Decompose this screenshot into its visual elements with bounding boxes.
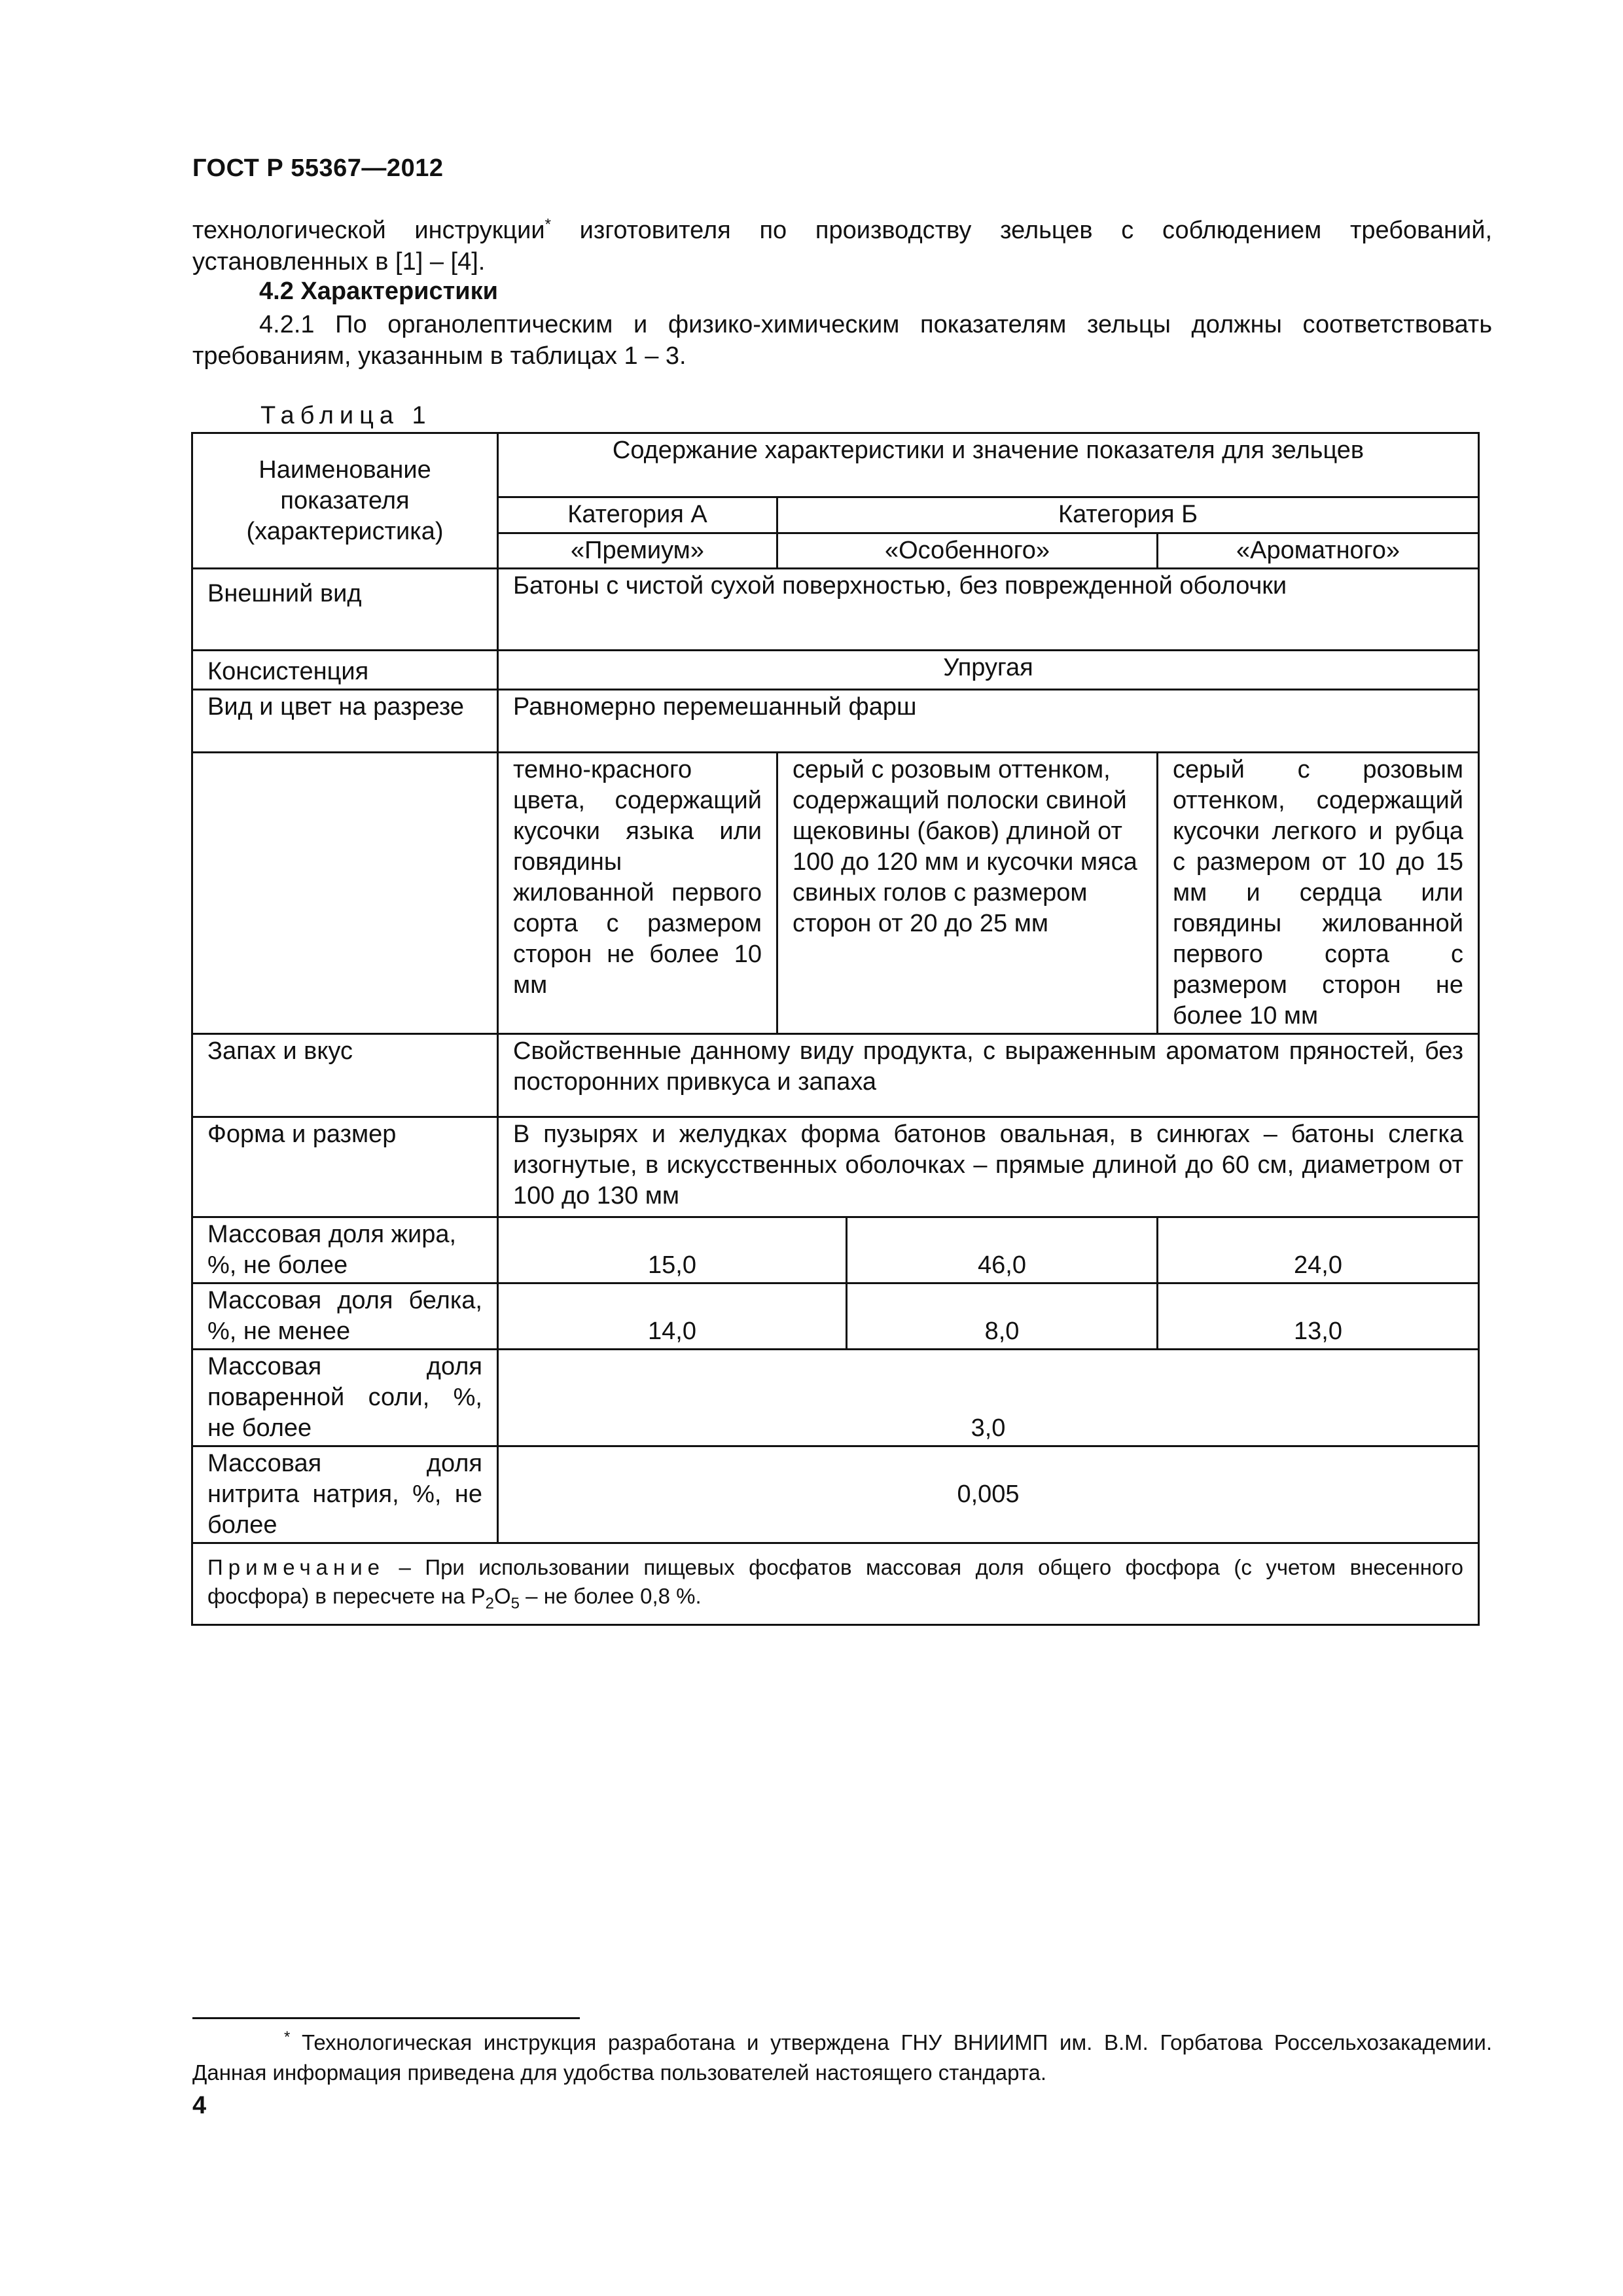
table-row: [192, 1283, 1479, 1350]
row-value-fat-premium: 15,0: [498, 1217, 847, 1283]
row-label-salt: Массовая доля поваренной соли, %, не более: [192, 1350, 498, 1446]
table-row: [192, 690, 1479, 753]
row-value-smell-taste: Свойственные данному виду продукта, с выраженным ароматом пряностей, без посторонних привкуса и запаха: [498, 1034, 1479, 1117]
intro-paragraph: [192, 215, 1492, 278]
footnote: [192, 2028, 1492, 2088]
table-row: [192, 651, 1479, 690]
row-value-section-view: Равномерно перемешанный фарш: [498, 690, 1479, 753]
footnote-mark: *: [284, 2028, 291, 2046]
table-note: [192, 1543, 1479, 1625]
characteristics-table: [191, 432, 1480, 1626]
header-content: Содержание характеристики и значение показателя для зельцев: [498, 433, 1479, 497]
document-header: ГОСТ Р 55367—2012: [192, 154, 444, 182]
row-value-protein-special: 8,0: [847, 1283, 1158, 1350]
row-value-fat-aromatic: 24,0: [1158, 1217, 1479, 1283]
row-label-smell-taste: Запах и вкус: [192, 1034, 498, 1117]
intro-text-continued: изготовителя по производству зельцев с соблюдением требований, установленных в [1] – [4].: [192, 217, 1492, 276]
row-value-salt: 3,0: [498, 1350, 1479, 1446]
row-label-consistency: Консистенция: [192, 651, 498, 690]
row-value-shape-size: В пузырях и желудках форма батонов овальная, в синюгах – батоны слегка изогнутые, в искусственных оболочках – прямые длиной до 60 см, диаметром от 100 до 130 мм: [498, 1117, 1479, 1217]
row-value-section-aromatic: серый с розовым оттенком, содержащий кусочки легкого и рубца с размером от 10 до 15 мм и сердца или говядины жилованной первого сорта с размером сторон не более 10 мм: [1158, 753, 1479, 1034]
row-label-appearance: Внешний вид: [192, 569, 498, 651]
row-value-protein-premium: 14,0: [498, 1283, 847, 1350]
row-label-protein: Массовая доля белка, %, не менее: [192, 1283, 498, 1350]
table-row: [192, 1217, 1479, 1283]
clause-paragraph: 4.2.1 По органолептическим и физико-химическим показателям зельцы должны соответствовать требованиям, указанным в таблицах 1 – 3.: [192, 311, 1492, 370]
note-prefix: Примечание: [207, 1555, 385, 1579]
header-aromatic: «Ароматного»: [1158, 533, 1479, 569]
header-category-a: Категория А: [498, 497, 777, 533]
header-category-b: Категория Б: [777, 497, 1479, 533]
section-heading: 4.2 Характеристики: [259, 278, 499, 305]
table-row: [192, 569, 1479, 651]
table-row: [192, 753, 1479, 1034]
header-indicator-name: Наименование показателя (характеристика): [192, 433, 498, 569]
note-text-end: – не более 0,8 %.: [520, 1584, 702, 1608]
intro-text: технологической инструкции: [192, 217, 545, 244]
table-caption: Таблица 1: [260, 402, 432, 429]
footnote-separator: [192, 2017, 580, 2019]
footnote-reference[interactable]: *: [544, 215, 551, 234]
row-value-section-premium: темно-красного цвета, содержащий кусочки языка или говядины жилованной первого сорта с размером сторон не более 10 мм: [498, 753, 777, 1034]
header-premium: «Премиум»: [498, 533, 777, 569]
table-header-row: [192, 433, 1479, 497]
table-note-row: [192, 1543, 1479, 1625]
table-row: [192, 1446, 1479, 1543]
row-value-protein-aromatic: 13,0: [1158, 1283, 1479, 1350]
row-label-empty: [192, 753, 498, 1034]
row-value-fat-special: 46,0: [847, 1217, 1158, 1283]
table-row: [192, 1117, 1479, 1217]
note-subscript: 5: [510, 1594, 520, 1613]
page-number: 4: [192, 2092, 207, 2119]
table-row: [192, 1034, 1479, 1117]
table-container: [191, 432, 1478, 1626]
row-value-consistency: Упругая: [498, 651, 1479, 690]
row-value-nitrite: 0,005: [498, 1446, 1479, 1543]
row-label-shape-size: Форма и размер: [192, 1117, 498, 1217]
row-value-appearance: Батоны с чистой сухой поверхностью, без поврежденной оболочки: [498, 569, 1479, 651]
note-subscript: 2: [485, 1594, 494, 1613]
note-text: – При использовании пищевых фосфатов массовая доля общего фосфора (с учетом внесенного фосфора) в пересчете на P: [207, 1555, 1464, 1608]
row-label-fat: Массовая доля жира, %, не более: [192, 1217, 498, 1283]
row-value-section-special: серый с розовым оттенком, содержащий полоски свиной щековины (баков) длиной от 100 до 120 мм и кусочки мяса свиных голов с размером сторон от 20 до 25 мм: [777, 753, 1158, 1034]
row-label-section-view: Вид и цвет на разрезе: [192, 690, 498, 753]
row-label-nitrite: Массовая доля нитрита натрия, %, не более: [192, 1446, 498, 1543]
footnote-text: Технологическая инструкция разработана и утверждена ГНУ ВНИИМП им. В.М. Горбатова Россельхозакадемии. Данная информация приведена для удобства пользователей настоящего стандарта.: [192, 2030, 1492, 2085]
header-special: «Особенного»: [777, 533, 1158, 569]
table-row: [192, 1350, 1479, 1446]
note-formula-part: O: [493, 1584, 511, 1608]
